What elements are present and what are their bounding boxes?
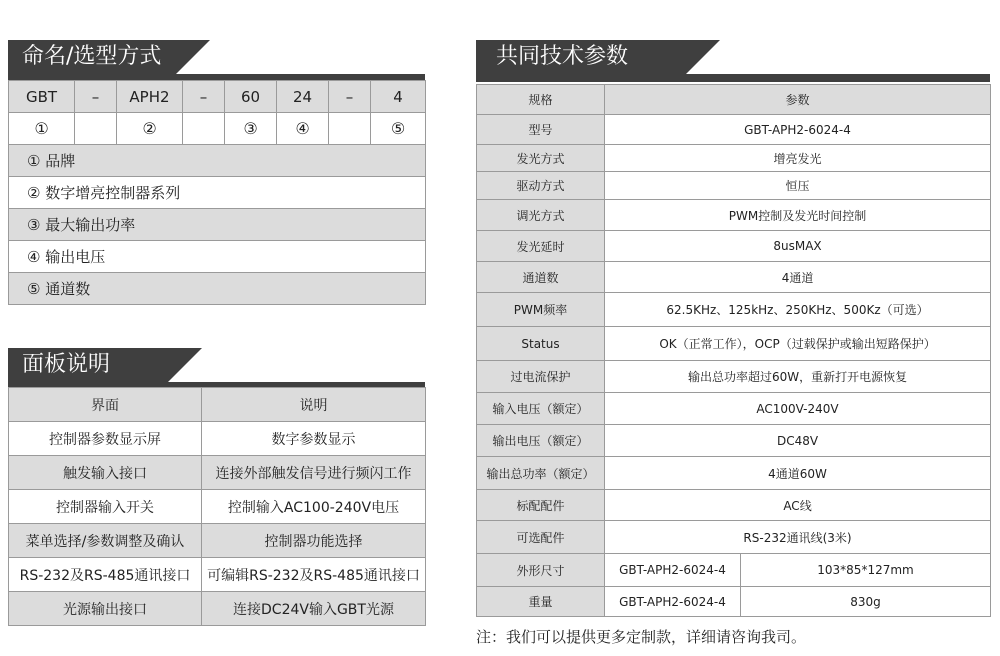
param-row <box>477 115 991 145</box>
params-section-header <box>476 40 990 82</box>
param-value: 4通道60W <box>605 457 991 490</box>
params-table <box>476 84 991 617</box>
panel-header-interface: 界面 <box>9 388 202 422</box>
legend-channels: ⑤ 通道数 <box>9 273 426 305</box>
param-value: PWM控制及发光时间控制 <box>605 200 991 231</box>
param-key: 过电流保护 <box>477 361 605 393</box>
legend-row <box>9 209 426 241</box>
number-cell: ⑤ <box>371 113 426 145</box>
param-value: OK（正常工作），OCP（过载保护或输出短路保护） <box>605 327 991 361</box>
param-row <box>477 172 991 200</box>
param-row <box>477 425 991 457</box>
naming-section-header <box>8 40 425 82</box>
legend-row <box>9 273 426 305</box>
param-row-split <box>477 554 991 587</box>
footnote: 注：我们可以提供更多定制款，详细请咨询我司。 <box>476 628 807 646</box>
panel-row <box>9 456 426 490</box>
param-key: 可选配件 <box>477 521 605 554</box>
panel-description: 数字参数显示 <box>202 422 426 456</box>
legend-voltage: ④ 输出电压 <box>9 241 426 273</box>
param-row <box>477 145 991 172</box>
panel-interface: 控制器参数显示屏 <box>9 422 202 456</box>
code-cell: APH2 <box>117 81 183 113</box>
param-value: AC线 <box>605 490 991 521</box>
param-row <box>477 293 991 327</box>
panel-row <box>9 592 426 626</box>
number-cell <box>329 113 371 145</box>
param-key: 输出电压（额定） <box>477 425 605 457</box>
param-value: 输出总功率超过60W，重新打开电源恢复 <box>605 361 991 393</box>
panel-section-header <box>8 348 425 390</box>
legend-power: ③ 最大输出功率 <box>9 209 426 241</box>
code-cell: 60 <box>225 81 277 113</box>
code-cell: – <box>329 81 371 113</box>
params-header-value: 参数 <box>605 85 991 115</box>
params-header-spec: 规格 <box>477 85 605 115</box>
panel-table <box>8 387 426 626</box>
param-key: 标配配件 <box>477 490 605 521</box>
panel-title: 面板说明 <box>8 348 168 382</box>
param-key: 输入电压（额定） <box>477 393 605 425</box>
panel-description: 控制器功能选择 <box>202 524 426 558</box>
params-header-row <box>477 85 991 115</box>
param-value: 8usMAX <box>605 231 991 262</box>
param-value: GBT-APH2-6024-4 <box>605 115 991 145</box>
panel-row <box>9 422 426 456</box>
panel-header-row <box>9 388 426 422</box>
param-value: 62.5KHz、125kHz、250KHz、500Kz（可选） <box>605 293 991 327</box>
param-row <box>477 457 991 490</box>
panel-description: 连接DC24V输入GBT光源 <box>202 592 426 626</box>
param-key: 发光方式 <box>477 145 605 172</box>
panel-interface: 触发输入接口 <box>9 456 202 490</box>
param-row <box>477 231 991 262</box>
code-cell: – <box>75 81 117 113</box>
panel-interface: 菜单选择/参数调整及确认 <box>9 524 202 558</box>
param-key: 重量 <box>477 587 605 617</box>
naming-title: 命名/选型方式 <box>8 40 176 74</box>
panel-description: 可编辑RS-232及RS-485通讯接口 <box>202 558 426 592</box>
panel-row <box>9 558 426 592</box>
naming-table <box>8 80 426 305</box>
number-cell <box>75 113 117 145</box>
param-row <box>477 521 991 554</box>
panel-interface: RS-232及RS-485通讯接口 <box>9 558 202 592</box>
param-value: RS-232通讯线(3米) <box>605 521 991 554</box>
legend-row <box>9 177 426 209</box>
param-key: 驱动方式 <box>477 172 605 200</box>
param-row <box>477 262 991 293</box>
code-cell: 4 <box>371 81 426 113</box>
param-row <box>477 361 991 393</box>
code-cell: GBT <box>9 81 75 113</box>
param-value: 恒压 <box>605 172 991 200</box>
param-value: 4通道 <box>605 262 991 293</box>
param-key: 通道数 <box>477 262 605 293</box>
number-cell <box>183 113 225 145</box>
param-row <box>477 200 991 231</box>
param-key: 调光方式 <box>477 200 605 231</box>
param-key: 发光延时 <box>477 231 605 262</box>
param-model: GBT-APH2-6024-4 <box>605 554 741 587</box>
legend-row <box>9 145 426 177</box>
param-model: GBT-APH2-6024-4 <box>605 587 741 617</box>
number-cell: ② <box>117 113 183 145</box>
legend-series: ② 数字增亮控制器系列 <box>9 177 426 209</box>
param-row <box>477 490 991 521</box>
number-cell: ④ <box>277 113 329 145</box>
legend-row <box>9 241 426 273</box>
param-key: Status <box>477 327 605 361</box>
param-key: 外形尺寸 <box>477 554 605 587</box>
param-value: DC48V <box>605 425 991 457</box>
panel-row <box>9 524 426 558</box>
panel-header-description: 说明 <box>202 388 426 422</box>
panel-row <box>9 490 426 524</box>
param-value: 增亮发光 <box>605 145 991 172</box>
param-key: 输出总功率（额定） <box>477 457 605 490</box>
panel-description: 连接外部触发信号进行频闪工作 <box>202 456 426 490</box>
param-key: 型号 <box>477 115 605 145</box>
params-title: 共同技术参数 <box>476 40 686 74</box>
param-row <box>477 393 991 425</box>
panel-interface: 光源输出接口 <box>9 592 202 626</box>
legend-brand: ① 品牌 <box>9 145 426 177</box>
panel-description: 控制输入AC100-240V电压 <box>202 490 426 524</box>
number-cell: ③ <box>225 113 277 145</box>
param-value: AC100V-240V <box>605 393 991 425</box>
naming-code-row <box>9 81 426 113</box>
number-cell: ① <box>9 113 75 145</box>
param-value: 103*85*127mm <box>741 554 991 587</box>
param-key: PWM频率 <box>477 293 605 327</box>
naming-number-row <box>9 113 426 145</box>
code-cell: 24 <box>277 81 329 113</box>
param-row <box>477 327 991 361</box>
param-value: 830g <box>741 587 991 617</box>
param-row-split <box>477 587 991 617</box>
code-cell: – <box>183 81 225 113</box>
panel-interface: 控制器输入开关 <box>9 490 202 524</box>
